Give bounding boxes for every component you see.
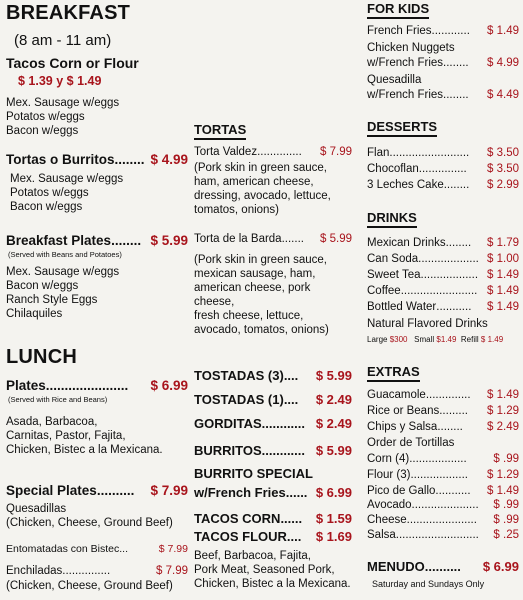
plates-options: [6, 415, 188, 457]
nuggets-row: w/French Fries ........ $ 4.99: [367, 57, 519, 69]
quesadilla-row: w/French Fries ........ $ 4.49: [367, 89, 519, 101]
tacos-flour-row: TACOS FLOUR .... $ 1.69: [194, 529, 352, 544]
tortas-heading: TORTAS: [194, 122, 352, 140]
list-item: Bacon w/eggs: [6, 280, 79, 292]
list-item: Mex. Sausage w/eggs: [10, 173, 124, 185]
tacos-description: Beef, Barbacoa, Fajita, Pork Meat, Seasoned Pork, Chicken, Bistec a la Mexicana.: [194, 550, 351, 590]
list-item: (Chicken, Cheese, Ground Beef): [6, 517, 173, 529]
enchiladas-row: Enchiladas ............... $ 7.99: [6, 565, 188, 577]
list-item: Chicken, Bistec a la Mexicana.: [6, 444, 163, 456]
menu-column-left: [6, 0, 188, 600]
torta-valdez-description: (Pork skin in green sauce, ham, american cheese, dressing, avocado, lettuce, tomatos, onions): [194, 162, 331, 216]
tacos-heading: Tacos Corn or Flour: [6, 55, 139, 71]
menudo-row: MENUDO .......... $ 6.99: [367, 559, 519, 574]
french-fries-row: French Fries ............ $ 1.49: [367, 25, 519, 37]
tortas-burritos-fillings: [10, 172, 188, 214]
tres-leches-row: 3 Leches Cake ........ $ 2.99: [367, 179, 519, 191]
breakfast-hours: (8 am - 11 am): [14, 32, 112, 49]
burrito-special-row: w/French Fries ...... $ 6.99: [194, 485, 352, 500]
tostadas-1-row: TOSTADAS (1) .... $ 2.49: [194, 392, 352, 407]
list-item: Carnitas, Pastor, Fajita,: [6, 430, 126, 442]
burrito-special-heading: BURRITO SPECIAL: [194, 466, 313, 481]
gorditas-row: GORDITAS ............ $ 2.49: [194, 416, 352, 431]
chips-salsa-row: Chips y Salsa ........ $ 2.49: [367, 421, 519, 433]
salsa-row: Salsa .......................... $ .25: [367, 529, 519, 541]
flour-tortillas-row: Flour (3) .................. $ 1.29: [367, 469, 519, 481]
list-item: Potatos w/eggs: [10, 187, 89, 199]
special-plates-options: [6, 502, 188, 530]
cheese-row: Cheese ...................... $ .99: [367, 514, 519, 526]
tacos-prices: $ 1.39 y $ 1.49: [18, 74, 102, 88]
breakfast-plates-note: (Served with Beans and Potatoes): [8, 250, 122, 259]
list-item: Quesadillas: [6, 503, 67, 515]
corn-tortillas-row: Corn (4) .................. $ .99: [367, 453, 519, 465]
flan-row: Flan ......................... $ 3.50: [367, 147, 519, 159]
tortillas-label: Order de Tortillas: [367, 437, 455, 449]
plates-note: (Served with Rice and Beans): [8, 395, 108, 404]
chocoflan-row: Chocoflan ............... $ 3.50: [367, 163, 519, 175]
tacos-corn-row: TACOS CORN ...... $ 1.59: [194, 511, 352, 526]
bottled-water-row: Bottled Water ........... $ 1.49: [367, 301, 519, 313]
for-kids-heading: FOR KIDS: [367, 1, 519, 19]
natural-drinks-sizes: Large $300 Small $1.49 Refill $ 1.49: [367, 335, 504, 344]
breakfast-heading: BREAKFAST: [6, 2, 131, 24]
extras-heading: EXTRAS: [367, 364, 519, 382]
list-item: Chilaquiles: [6, 308, 63, 320]
coffee-row: Coffee ........................ $ 1.49: [367, 285, 519, 297]
lunch-heading: LUNCH: [6, 346, 77, 368]
burritos-row: BURRITOS ............ $ 5.99: [194, 443, 352, 458]
menu-column-right: [367, 0, 519, 600]
enchiladas-options: [6, 579, 188, 593]
list-item: Bacon w/eggs: [6, 125, 79, 137]
list-item: Ranch Style Eggs: [6, 294, 98, 306]
special-plates-row: Special Plates .......... $ 7.99: [6, 483, 188, 498]
entomatadas-row: Entomatadas con Bistec ... $ 7.99: [6, 543, 188, 555]
torta-barda-description: (Pork skin in green sauce, mexican sausage, ham, american cheese, pork cheese, fresh cheese, lettuce, avocado, tomatos, onions): [194, 254, 329, 336]
quesadilla-label: Quesadilla: [367, 74, 422, 86]
tacos-fillings: [6, 96, 188, 138]
torta-valdez-row: Torta Valdez .............. $ 7.99: [194, 146, 352, 158]
guacamole-row: Guacamole .............. $ 1.49: [367, 389, 519, 401]
nuggets-label: Chicken Nuggets: [367, 42, 455, 54]
list-item: Potatos w/eggs: [6, 111, 85, 123]
natural-drinks-label: Natural Flavored Drinks: [367, 318, 488, 330]
breakfast-plates-options: [6, 265, 188, 321]
mexican-drinks-row: Mexican Drinks ........ $ 1.79: [367, 237, 519, 249]
plates-row: Plates ...................... $ 6.99: [6, 378, 188, 393]
avocado-row: Avocado ..................... $ .99: [367, 499, 519, 511]
can-soda-row: Can Soda ................... $ 1.00: [367, 253, 519, 265]
menu-column-middle: [194, 0, 352, 600]
list-item: Mex. Sausage w/eggs: [6, 97, 120, 109]
list-item: Bacon w/eggs: [10, 201, 83, 213]
list-item: (Chicken, Cheese, Ground Beef): [6, 580, 173, 592]
tostadas-3-row: TOSTADAS (3) .... $ 5.99: [194, 368, 352, 383]
sweet-tea-row: Sweet Tea .................. $ 1.49: [367, 269, 519, 281]
breakfast-plates-row: Breakfast Plates ........ $ 5.99: [6, 233, 188, 248]
desserts-heading: DESSERTS: [367, 119, 519, 137]
tortas-burritos-row: Tortas o Burritos ........ $ 4.99: [6, 152, 188, 167]
menudo-note: Saturday and Sundays Only: [372, 579, 485, 589]
torta-barda-row: Torta de la Barda ....... $ 5.99: [194, 233, 352, 245]
list-item: Mex. Sausage w/eggs: [6, 266, 120, 278]
list-item: Asada, Barbacoa,: [6, 416, 98, 428]
drinks-heading: DRINKS: [367, 210, 519, 228]
rice-beans-row: Rice or Beans ......... $ 1.29: [367, 405, 519, 417]
pico-de-gallo-row: Pico de Gallo ........... $ 1.49: [367, 485, 519, 497]
